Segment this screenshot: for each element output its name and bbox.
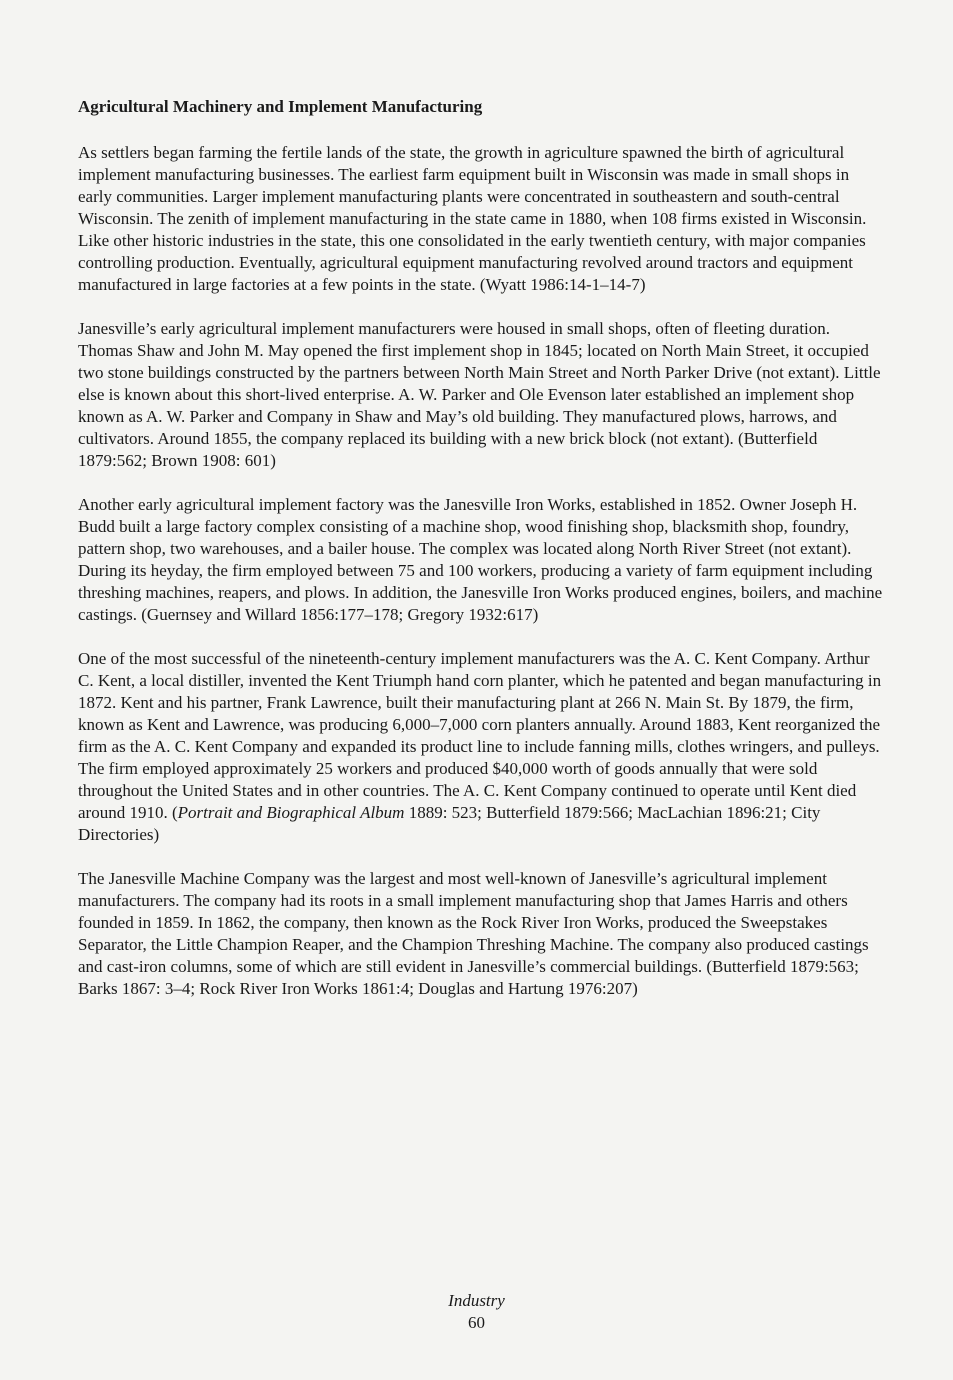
page-body [78,96,883,1022]
paragraph-4-text-after: 1889: 523; Butterfield 1879:566; MacLachian 1896:21; City Directories) [78,803,821,844]
paragraph-1: As settlers began farming the fertile lands of the state, the growth in agriculture spawned the birth of agricultural implement manufacturing businesses. The earliest farm equipment built in Wisconsin was made in small shops in early communities. Larger implement manufacturing plants were concentrated in southeastern and south-central Wisconsin. The zenith of implement manufacturing in the state came in 1880, when 108 firms existed in Wisconsin. Like other historic industries in the state, this one consolidated in the early twentieth century, with major companies controlling production. Eventually, agricultural equipment manufacturing revolved around tractors and equipment manufactured in large factories at a few points in the state. (Wyatt 1986:14-1–14-7) [78,143,867,294]
page-number: 60 [468,1313,485,1332]
page-footer [0,1290,953,1334]
paragraph-3: Another early agricultural implement factory was the Janesville Iron Works, established in 1852. Owner Joseph H. Budd built a large factory complex consisting of a machine shop, wood finishing shop, blacksmith shop, foundry, pattern shop, two warehouses, and a bailer house. The complex was located along North River Street (not extant). During its heyday, the firm employed between 75 and 100 workers, producing a variety of farm equipment including threshing machines, reapers, and plows. In addition, the Janesville Iron Works produced engines, boilers, and machine castings. (Guernsey and Willard 1856:177–178; Gregory 1932:617) [78,495,883,624]
paragraph-5: The Janesville Machine Company was the largest and most well-known of Janesville’s agricultural implement manufacturers. The company had its roots in a small implement manufacturing shop that James Harris and others founded in 1859. In 1862, the company, then known as the Rock River Iron Works, produced the Sweepstakes Separator, the Little Champion Reaper, and the Champion Threshing Machine. The company also produced castings and cast-iron columns, some of which are still evident in Janesville’s commercial buildings. (Butterfield 1879:563; Barks 1867: 3–4; Rock River Iron Works 1861:4; Douglas and Hartung 1976:207) [78,869,869,998]
footer-section-title: Industry [448,1291,505,1310]
paragraph-4-italic-citation: Portrait and Biographical Album [177,803,405,822]
paragraph-2: Janesville’s early agricultural implement manufacturers were housed in small shops, often of fleeting duration. Thomas Shaw and John M. May opened the first implement shop in 1845; located on North Main Street, it occupied two stone buildings constructed by the partners between North Main Street and North Parker Drive (not extant). Little else is known about this short-lived enterprise. A. W. Parker and Ole Evenson later established an implement shop known as A. W. Parker and Company in Shaw and May’s old building. They manufactured plows, harrows, and cultivators. Around 1855, the company replaced its building with a new brick block (not extant). (Butterfield 1879:562; Brown 1908: 601) [78,319,881,470]
paragraph-4 [78,648,883,846]
section-heading: Agricultural Machinery and Implement Manufacturing [78,97,483,116]
paragraph-4-text-before: One of the most successful of the nineteenth-century implement manufacturers was the A. C. Kent Company. Arthur C. Kent, a local distiller, invented the Kent Triumph hand corn planter, which he patented and began manufacturing in 1872. Kent and his partner, Frank Lawrence, built their manufacturing plant at 266 N. Main St. By 1879, the firm, known as Kent and Lawrence, was producing 6,000–7,000 corn planters annually. Around 1883, Kent reorganized the firm as the A. C. Kent Company and expanded its product line to include fanning mills, clothes wringers, and pulleys. The firm employed approximately 25 workers and produced $40,000 worth of goods annually that were sold throughout the United States and in other countries. The A. C. Kent Company continued to operate until Kent died around 1910. ( [78,649,882,822]
